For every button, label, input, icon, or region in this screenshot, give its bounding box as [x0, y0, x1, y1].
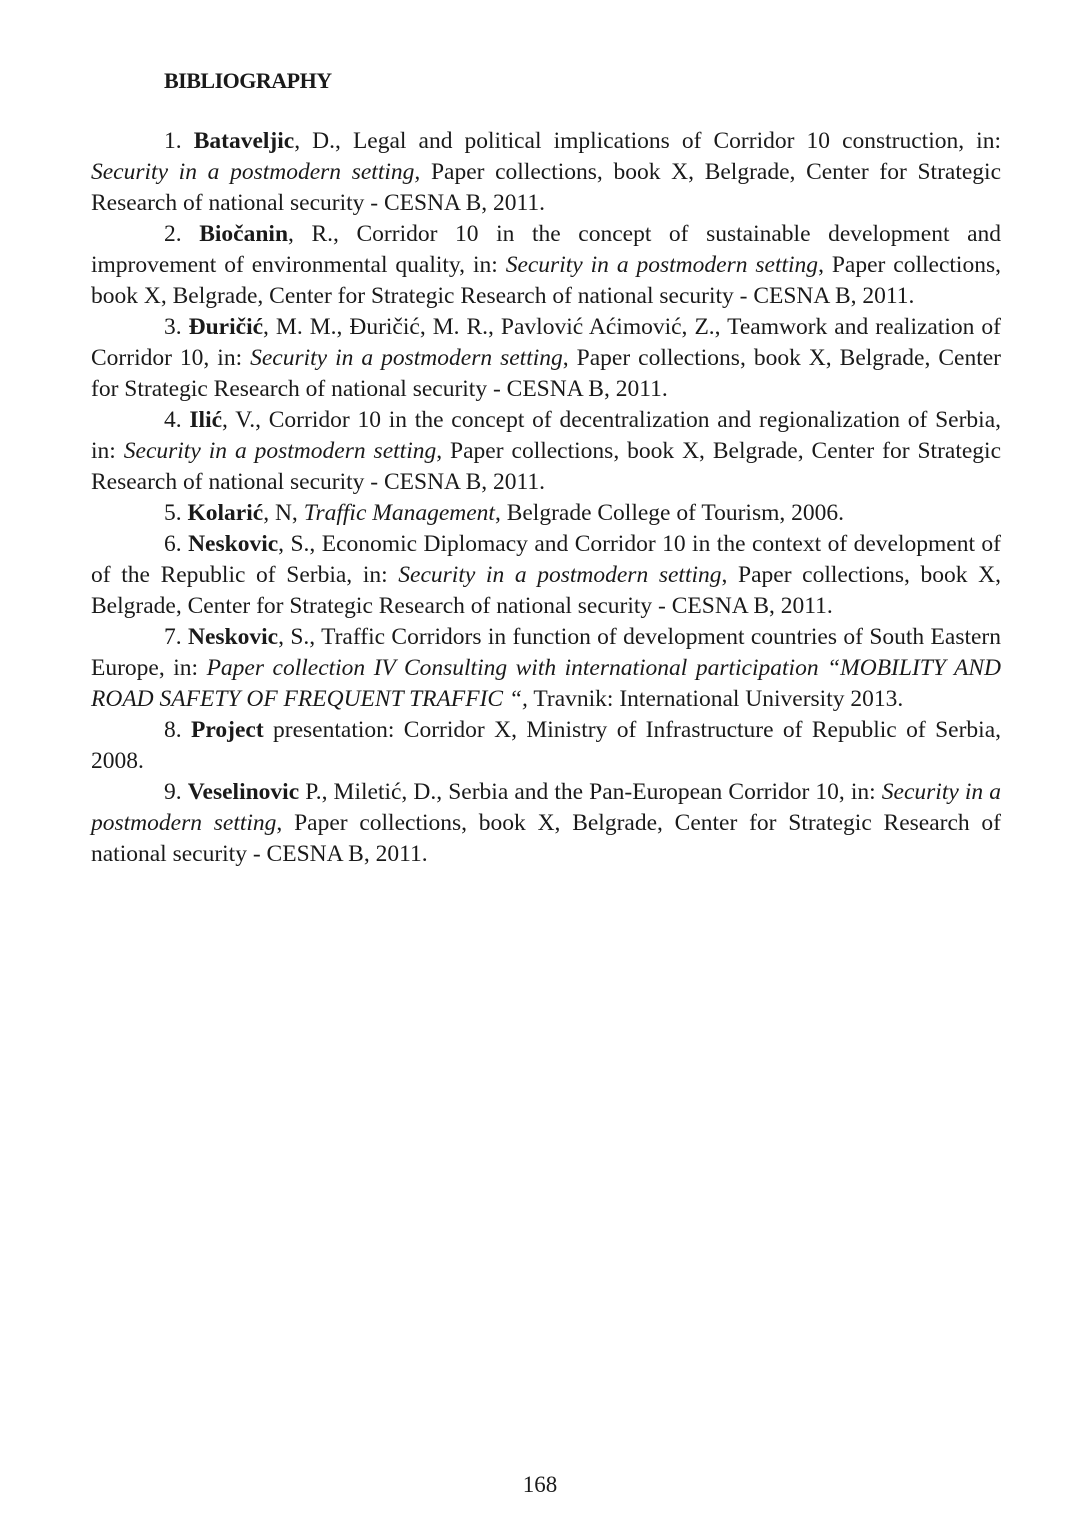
reference-title: Security in a postmodern setting: [398, 562, 722, 588]
reference-details: P., Miletić, D., Serbia and the Pan-European Corridor 10, in:: [299, 779, 882, 805]
reference-entry: [91, 126, 1001, 219]
reference-entry: [91, 219, 1001, 312]
reference-publication: , Paper collections, book X, Belgrade, Center for Strategic Research of national security - CESNA B, 2011.: [91, 810, 1002, 867]
reference-number: 7.: [164, 624, 182, 650]
reference-publication: Travnik: International University 2013.: [527, 686, 904, 712]
reference-entry: [91, 312, 1001, 405]
reference-title: Paper collection IV Consulting with international participation “MOBILITY AND ROAD SAFETY OF FREQUENT TRAFFIC “,: [91, 655, 1001, 712]
reference-details: , M. M., Đuričić, M. R., Pavlović Aćimović, Z., Teamwork and realization of Corridor 10, in:: [91, 314, 1002, 371]
reference-entry: [91, 529, 1001, 622]
reference-title: Security in a postmodern setting: [505, 252, 819, 278]
reference-details: , V., Corridor 10 in the concept of decentralization and regionalization of Serbia, in:: [91, 407, 1001, 464]
reference-entry: [91, 498, 1001, 529]
reference-number: 4.: [164, 407, 182, 433]
reference-details: , N,: [263, 500, 304, 526]
reference-number: 8.: [164, 717, 182, 743]
reference-publication: , Belgrade College of Tourism, 2006.: [494, 500, 844, 526]
reference-author: Đuričić: [188, 314, 264, 340]
reference-author: Biočanin: [199, 221, 289, 247]
reference-list: [91, 126, 1001, 870]
reference-title: Security in a postmodern setting,: [91, 159, 421, 185]
reference-publication: , Paper collections, book X, Belgrade, Center for Strategic Research of national security - CESNA B, 2011.: [91, 345, 1001, 402]
reference-entry: [91, 715, 1001, 777]
reference-number: 2.: [164, 221, 182, 247]
reference-author: Veselinovic: [187, 779, 300, 805]
reference-details: , D., Legal and political implications of Corridor 10 construction, in:: [294, 128, 1001, 154]
reference-author: Ilić: [189, 407, 223, 433]
reference-number: 1.: [164, 128, 182, 154]
reference-number: 6.: [164, 531, 182, 557]
page-number: 168: [522, 1472, 558, 1497]
bibliography-heading: BIBLIOGRAPHY: [164, 68, 332, 93]
reference-details: , S., Traffic Corridors in function of development countries of South Eastern Europe, in:: [91, 624, 1001, 681]
reference-details: , S., Economic Diplomacy and Corridor 10 in the context of development of of the Republic of Serbia, in:: [91, 531, 1002, 588]
reference-title: Security in a postmodern setting: [250, 345, 563, 371]
reference-author: Neskovic: [188, 531, 279, 557]
reference-author: Bataveljic: [193, 128, 295, 154]
document-page: [91, 66, 1001, 870]
reference-entry: [91, 405, 1001, 498]
reference-author: Neskovic: [188, 624, 279, 650]
reference-number: 3.: [164, 314, 182, 340]
reference-title: Traffic Management: [303, 500, 495, 526]
reference-title: Security in a postmodern setting: [91, 779, 1002, 836]
reference-author: Project: [191, 717, 264, 743]
reference-publication: , Paper collections, book X, Belgrade, Center for Strategic Research of national security - CESNA B, 2011.: [91, 252, 1001, 309]
reference-publication: , Paper collections, book X, Belgrade, Center for Strategic Research of national security - CESNA B, 2011.: [91, 438, 1001, 495]
reference-publication: Paper collections, book X, Belgrade, Center for Strategic Research of national security - CESNA B, 2011.: [91, 159, 1001, 216]
reference-author: Kolarić: [187, 500, 264, 526]
reference-number: 9.: [164, 779, 182, 805]
reference-details: presentation: Corridor X, Ministry of Infrastructure of Republic of Serbia, 2008.: [91, 717, 1001, 774]
reference-entry: [91, 622, 1001, 715]
reference-publication: , Paper collections, book X, Belgrade, Center for Strategic Research of national security - CESNA B, 2011.: [91, 562, 1001, 619]
reference-title: Security in a postmodern setting: [123, 438, 437, 464]
reference-details: , R., Corridor 10 in the concept of sustainable development and improvement of environmental quality, in:: [91, 221, 1002, 278]
reference-entry: [91, 777, 1001, 870]
reference-number: 5.: [164, 500, 182, 526]
